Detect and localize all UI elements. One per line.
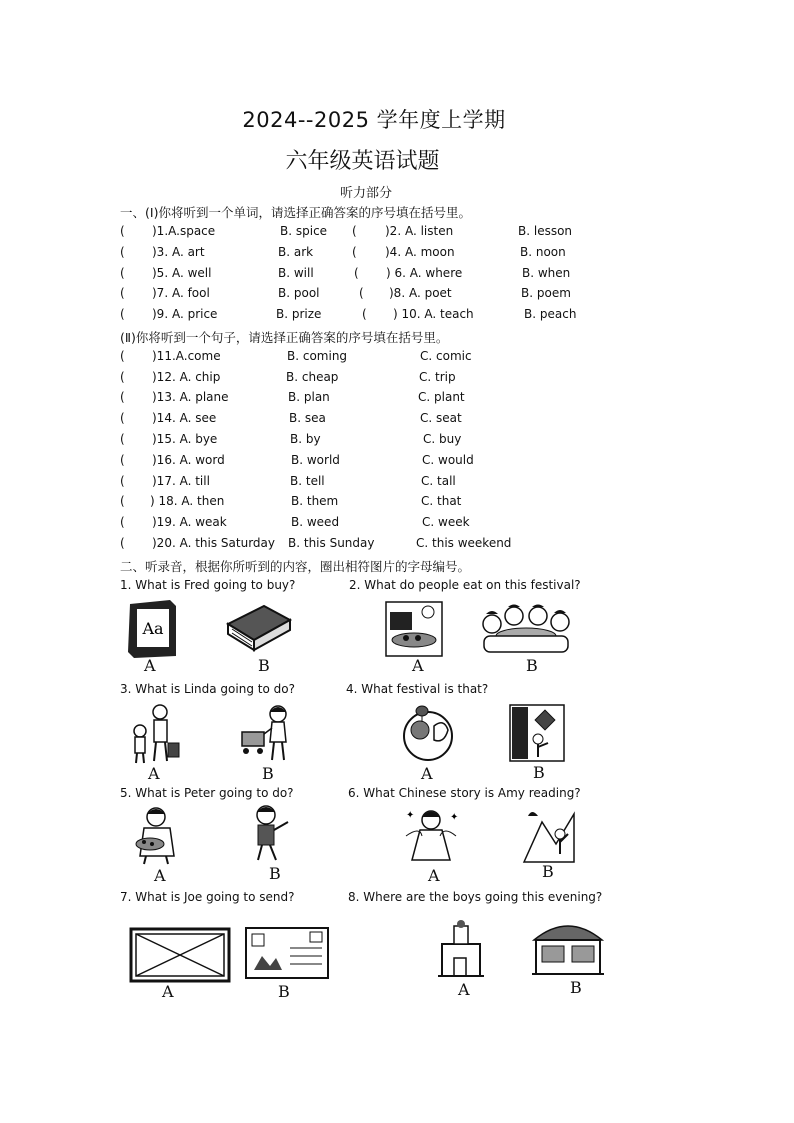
label-a: A [148,764,160,783]
part2-heading: (Ⅱ)你将听到一个句子，请选择正确答案的序号填在括号里。 [120,330,449,345]
option-c: C. would [422,453,474,467]
dictionary-text: Aa [142,619,164,638]
label-a: A [144,656,156,675]
svg-text:✦: ✦ [406,810,415,821]
option-a: )4. A. moon [385,245,455,259]
option-b: B. coming [287,349,348,363]
question-7: 7. What is Joe going to send? [120,890,295,904]
option-b: B. spice [280,224,328,238]
envelope-picture [128,926,232,984]
question-3: 3. What is Linda going to do? [120,682,295,696]
answer-paren: ( [120,432,125,446]
exam-title: 2024--2025 学年度上学期 [242,108,506,132]
answer-paren: ( [120,349,125,363]
shop-picture [528,918,608,978]
answer-paren: ( [120,307,125,321]
answer-paren: ( [120,390,125,404]
label-b: B [533,763,545,782]
moon-festival-picture [384,600,444,658]
mid-autumn-picture [398,704,462,764]
option-b: B. when [522,266,571,280]
option-b: B. will [278,266,314,280]
option-a: )8. A. poet [389,286,452,300]
option-b: B. them [291,494,339,508]
option-a: )14. A. see [152,411,217,425]
option-b: B. world [291,453,340,467]
option-b: B. cheap [286,370,339,384]
answer-paren: ( [120,536,125,550]
question-1: 1. What is Fred going to buy? [120,578,296,592]
option-a: )17. A. till [152,474,210,488]
option-c: C. trip [419,370,456,384]
option-b: B. peach [524,307,577,321]
option-c: C. buy [423,432,462,446]
boy-playing-picture [244,804,294,864]
option-a: )7. A. fool [152,286,210,300]
book-picture [224,602,294,654]
option-b: B. this Sunday [288,536,375,550]
spring-festival-picture [508,703,566,763]
option-a: )3. A. art [152,245,205,259]
answer-paren: ( [120,494,125,508]
option-c: C. seat [420,411,462,425]
option-a: )12. A. chip [152,370,221,384]
part3-heading: 二、听录音，根据你所听到的内容，圈出相符图片的字母编号。 [120,559,471,574]
option-b: B. plan [288,390,330,404]
option-a: )16. A. word [152,453,225,467]
option-a: )2. A. listen [385,224,454,238]
option-b: B. prize [276,307,322,321]
label-b: B [262,764,274,783]
dictionary-picture [122,598,182,660]
question-5: 5. What is Peter going to do? [120,786,294,800]
option-c: C. that [421,494,462,508]
postcard-picture [244,926,330,980]
option-a: ) 10. A. teach [393,307,474,321]
boy-cooking-picture [128,806,186,866]
option-c: C. this weekend [416,536,512,550]
option-b: B. noon [520,245,566,259]
option-a: )20. A. this Saturday [152,536,275,550]
part1-heading: 一、(Ⅰ)你将听到一个单词，请选择正确答案的序号填在括号里。 [120,205,471,220]
label-b: B [526,656,538,675]
option-c: C. tall [421,474,456,488]
option-b: B. by [290,432,321,446]
answer-paren: ( [120,453,125,467]
shopping-girl-picture [238,704,294,762]
answer-paren: ( [352,224,357,238]
answer-paren: ( [354,266,359,280]
option-c: C. plant [418,390,465,404]
label-a: A [162,982,174,1001]
option-b: B. weed [291,515,340,529]
option-a: ) 18. A. then [150,494,225,508]
option-b: B. ark [278,245,314,259]
answer-paren: ( [120,286,125,300]
option-c: C. comic [420,349,472,363]
option-a: ) 6. A. where [386,266,463,280]
option-b: B. poem [521,286,571,300]
option-a: )19. A. weak [152,515,227,529]
question-8: 8. Where are the boys going this evening? [348,890,603,904]
label-b: B [570,978,582,997]
yugong-picture [522,804,576,864]
answer-paren: ( [120,245,125,259]
label-b: B [542,862,554,881]
option-a: )1.A.space [152,224,216,238]
label-b: B [269,864,281,883]
option-a: )9. A. price [152,307,218,321]
section-label: 听力部分 [339,186,392,201]
question-2: 2. What do people eat on this festival? [349,578,581,592]
exam-subtitle: 六年级英语试题 [285,149,440,174]
option-b: B. pool [278,286,320,300]
question-6: 6. What Chinese story is Amy reading? [348,786,581,800]
label-a: A [458,980,470,999]
answer-paren: ( [120,411,125,425]
question-4: 4. What festival is that? [346,682,489,696]
answer-paren: ( [362,307,367,321]
label-a: A [154,866,166,885]
option-c: C. week [422,515,470,529]
option-a: )15. A. bye [152,432,218,446]
answer-paren: ( [120,266,125,280]
answer-paren: ( [352,245,357,259]
answer-paren: ( [120,515,125,529]
svg-text:✦: ✦ [450,812,459,823]
label-a: A [412,656,424,675]
option-b: B. lesson [518,224,573,238]
travel-family-picture [128,703,182,765]
label-b: B [278,982,290,1001]
option-a: )5. A. well [152,266,212,280]
option-b: B. tell [290,474,325,488]
answer-paren: ( [120,474,125,488]
option-b: B. sea [289,411,326,425]
label-b: B [258,656,270,675]
label-a: A [421,764,433,783]
option-a: )11.A.come [152,349,221,363]
answer-paren: ( [120,224,125,238]
change-picture [400,806,462,866]
answer-paren: ( [120,370,125,384]
label-a: A [428,866,440,885]
building-picture [436,918,486,978]
family-dinner-picture [478,602,574,656]
answer-paren: ( [359,286,364,300]
option-a: )13. A. plane [152,390,229,404]
